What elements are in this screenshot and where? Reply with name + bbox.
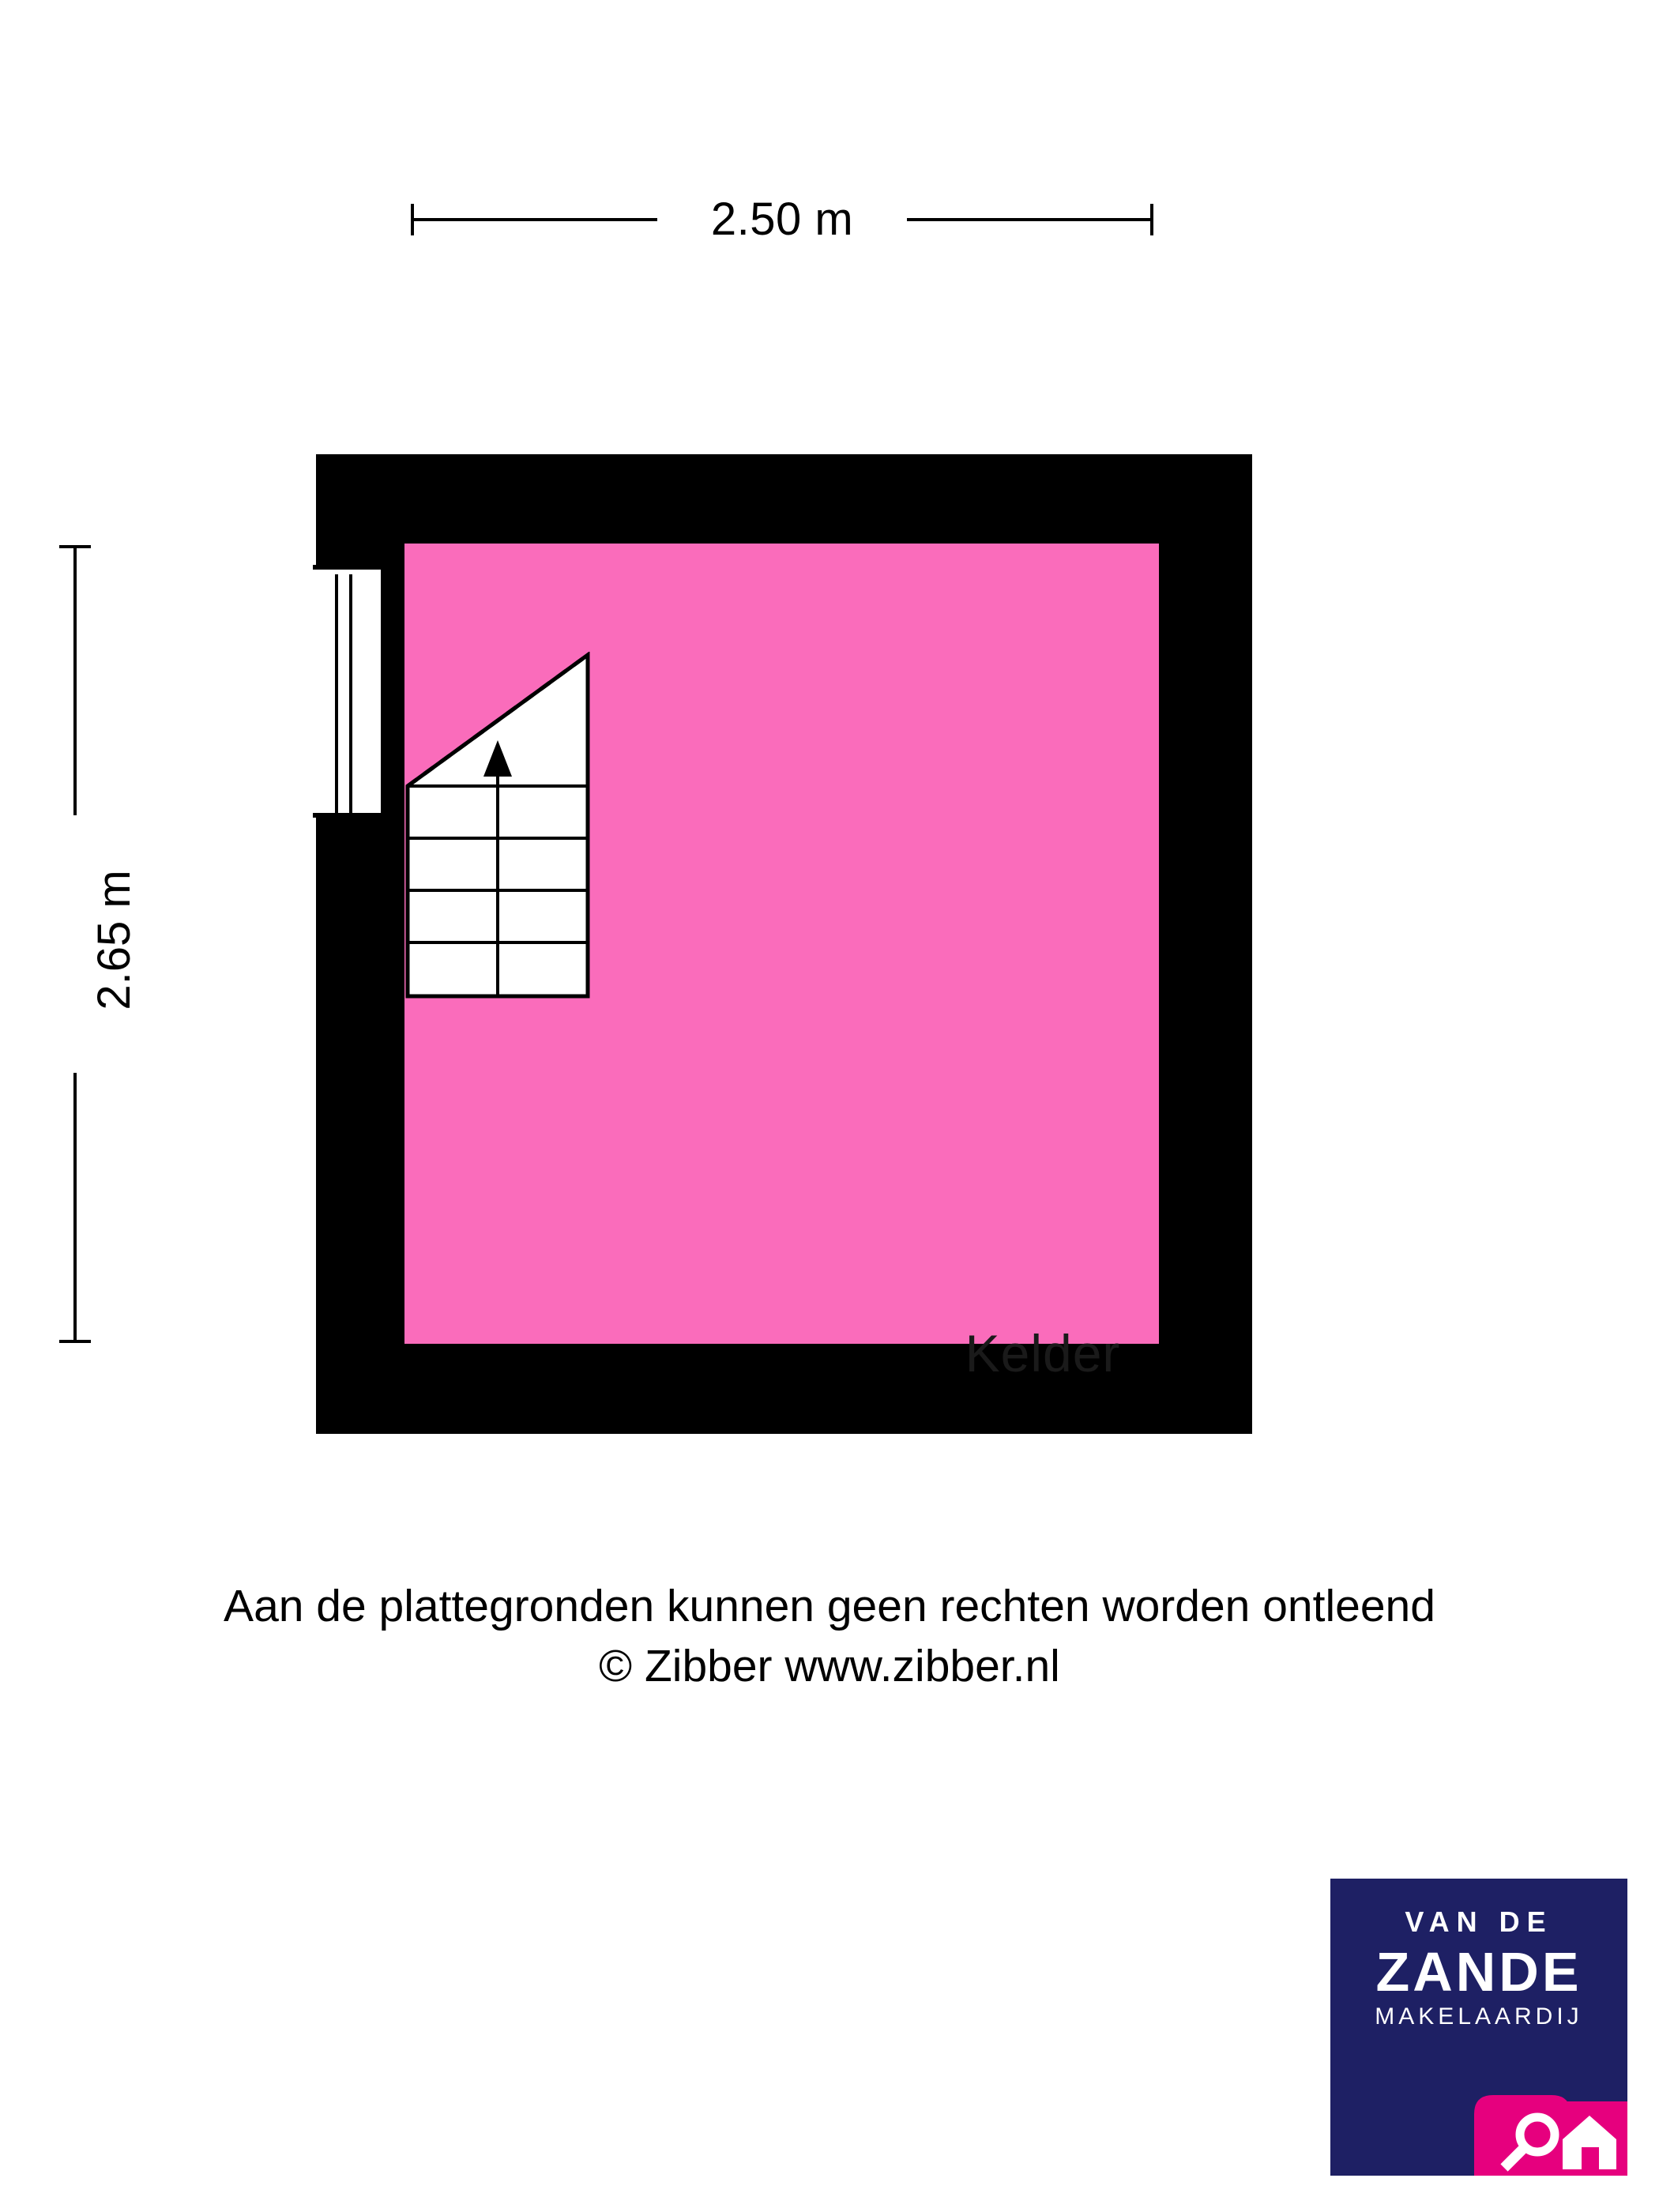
disclaimer (0, 1576, 1659, 1696)
window-icon (313, 565, 381, 818)
dimension-height-label: 2.65 m (88, 870, 140, 1010)
staircase-icon (404, 652, 657, 999)
window-pane (335, 574, 352, 818)
logo-line-van-de: VAN DE (1405, 1905, 1553, 1938)
dimension-width (411, 186, 1153, 257)
company-logo (1330, 1879, 1627, 2176)
dimension-width-label: 2.50 m (710, 194, 854, 245)
disclaimer-line-2: © Zibber www.zibber.nl (599, 1641, 1060, 1691)
dimension-height-line-top (73, 547, 77, 815)
dimension-height (32, 545, 140, 1343)
floorplan (316, 454, 1252, 1434)
logo-line-makelaardij: MAKELAARDIJ (1375, 2003, 1583, 2030)
house-magnifier-icon (1469, 2019, 1627, 2176)
dimension-height-line-bottom (73, 1073, 77, 1341)
disclaimer-line-1: Aan de plattegronden kunnen geen rechten worden ontleend (224, 1581, 1435, 1631)
room-label-kelder: Kelder (965, 1324, 1121, 1382)
logo-line-zande: ZANDE (1375, 1941, 1582, 2003)
